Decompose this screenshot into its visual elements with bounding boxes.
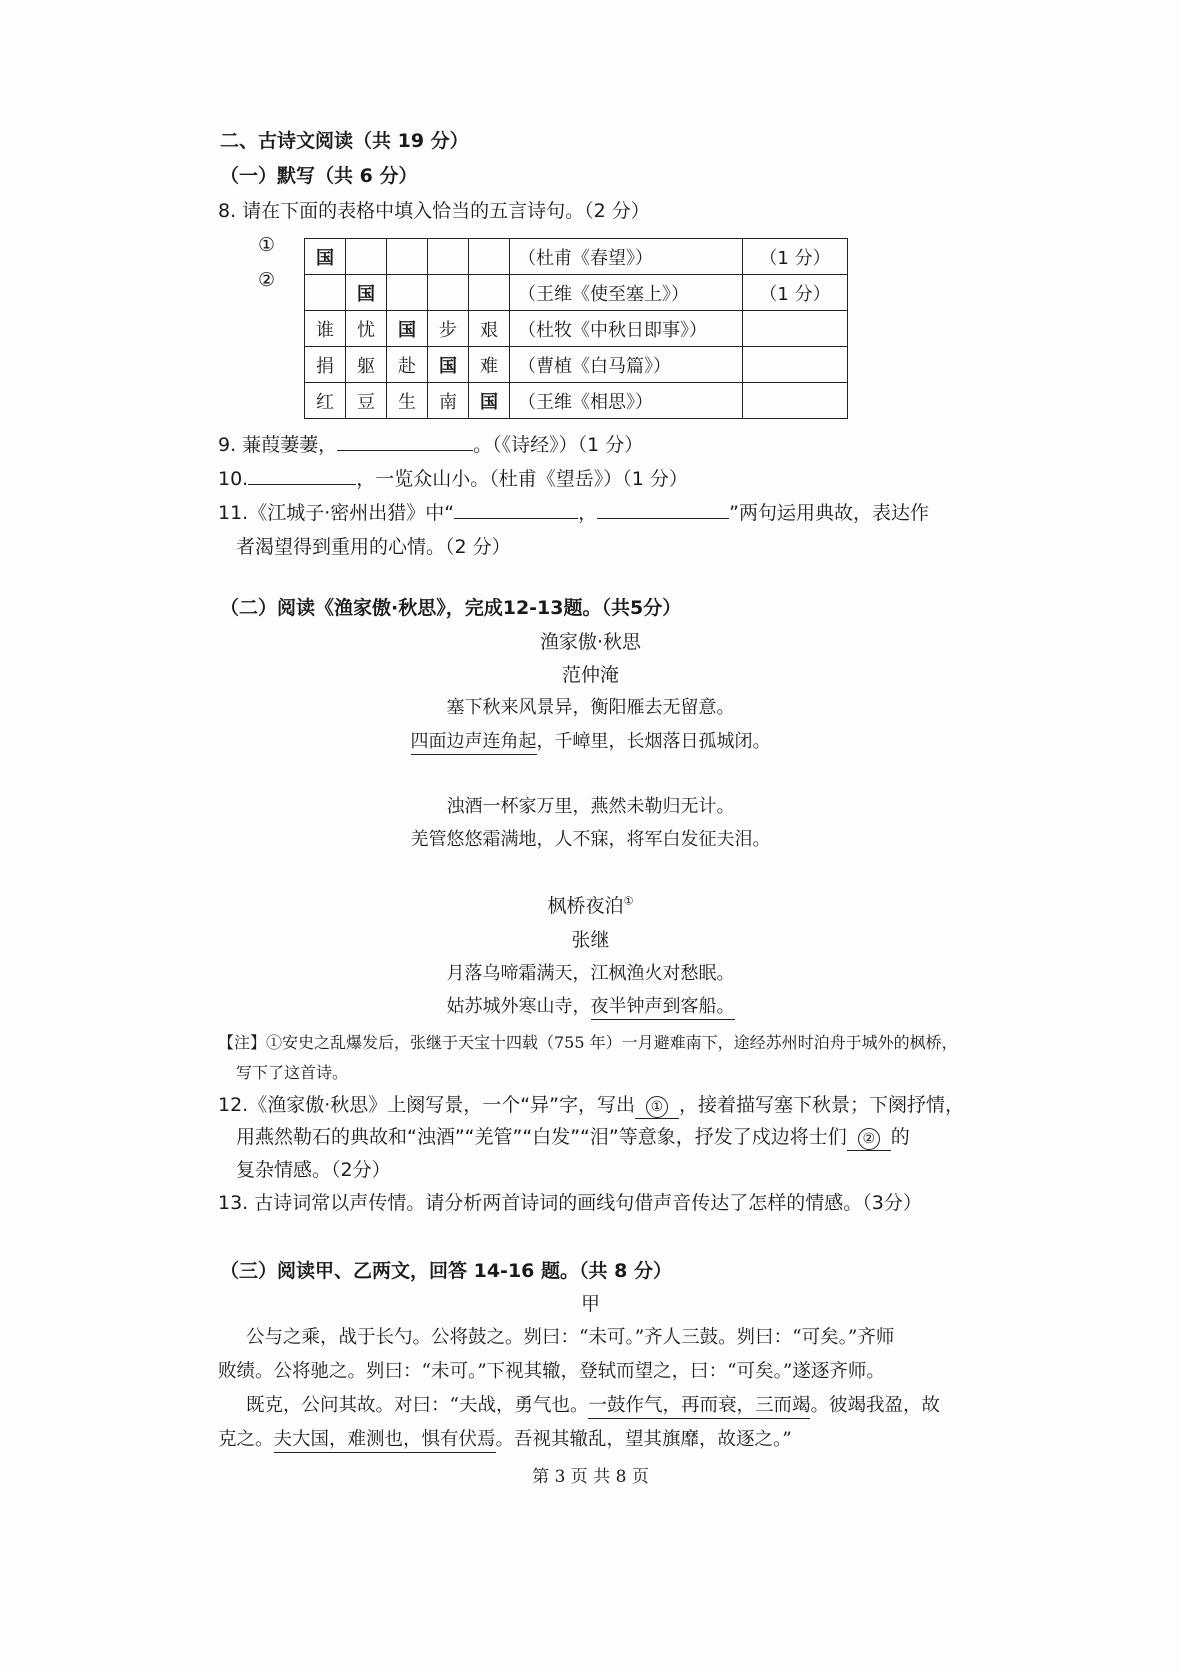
q11-answer-blank-1[interactable]: [454, 500, 578, 519]
jia-line-3-a: 既克，公问其故。对曰：“夫战，勇气也。: [246, 1395, 589, 1416]
table-source: （王维《相思》）: [510, 383, 743, 419]
poem2-line-1: 月落乌啼霜满天，江枫渔火对愁眠。: [446, 963, 735, 984]
underlined-sentence: 夫大国，难测也，惧有伏焉: [274, 1429, 496, 1453]
poem2-line-2: [0, 992, 1181, 1018]
table-cell: 艰: [469, 311, 510, 347]
table-cell: 躯: [346, 347, 387, 383]
q10-post: ，一览众山小。（杜甫《望岳》）（1 分）: [356, 468, 688, 490]
table-cell: 步: [428, 311, 469, 347]
part2-title: （二）阅读《渔家傲·秋思》，完成12-13题。（共5分）: [220, 597, 682, 619]
q13-text: 13. 古诗词常以声传情。请分析两首诗词的画线句借声音传达了怎样的情感。（3分）: [218, 1192, 922, 1214]
jia-line-4-a: 克之。: [218, 1429, 274, 1450]
jia-line-3-c: 。彼竭我盈，故: [810, 1395, 940, 1416]
table-cell[interactable]: [387, 239, 428, 275]
text-jia-title: 甲: [580, 1293, 600, 1315]
q10-answer-blank[interactable]: [248, 466, 356, 485]
jia-line-2: 败绩。公将驰之。刿曰：“未可。”下视其辙，登轼而望之，曰：“可矣。”遂逐齐师。: [218, 1361, 885, 1382]
table-source: （杜牧《中秋日即事》）: [510, 311, 743, 347]
q11: [218, 498, 929, 525]
table-source: （王维《使至塞上》）: [510, 275, 743, 311]
table-cell[interactable]: 国: [346, 275, 387, 311]
underlined-sentence: 一鼓作气，再而衰，三而竭: [588, 1395, 810, 1419]
jia-line-3: [246, 1391, 940, 1417]
table-cell[interactable]: [428, 275, 469, 311]
table-cell: 捐: [305, 347, 346, 383]
table-row: [305, 383, 848, 419]
table-score: [743, 383, 848, 419]
q12-line-1: [218, 1090, 964, 1119]
row-mark-2: ②: [258, 269, 276, 291]
note-line-2: 写下了这首诗。: [236, 1063, 349, 1082]
q12-c: 用燕然勒石的典故和“浊酒”“羌管”“白发”“泪”等意象，抒发了戍边将士们: [236, 1126, 847, 1148]
q11-pre: 11.《江城子·密州出猎》中“: [218, 502, 455, 524]
table-cell[interactable]: [346, 239, 387, 275]
table-cell[interactable]: [469, 275, 510, 311]
table-cell[interactable]: [305, 275, 346, 311]
poem2-line-2-start: 姑苏城外寒山寺，: [446, 996, 591, 1017]
q11-mid: ，: [578, 502, 598, 524]
q12-answer-blank-2[interactable]: [847, 1126, 891, 1151]
poem2-title: [0, 891, 1181, 918]
table-cell[interactable]: [428, 239, 469, 275]
q9: [218, 430, 643, 457]
table-cell: 生: [387, 383, 428, 419]
table-cell: 国: [428, 347, 469, 383]
table-cell: 国: [469, 383, 510, 419]
q10: [218, 464, 688, 491]
q12-line-3: 复杂情感。（2分）: [236, 1159, 391, 1181]
q10-pre: 10.: [218, 468, 249, 490]
q8-text: 8. 请在下面的表格中填入恰当的五言诗句。（2 分）: [218, 200, 650, 222]
table-cell: 南: [428, 383, 469, 419]
jia-line-4-c: 。吾视其辙乱，望其旗靡，故逐之。”: [495, 1429, 792, 1450]
note-line-1: 【注】①安史之乱爆发后，张继于天宝十四载（755 年）一月避难南下，途经苏州时泊舟于城外的枫桥，: [218, 1033, 958, 1052]
table-cell: 豆: [346, 383, 387, 419]
poem2-title-text: 枫桥夜泊: [547, 895, 624, 917]
table-source: （曹植《白马篇》）: [510, 347, 743, 383]
table-score: （1 分）: [743, 239, 848, 275]
table-cell: 红: [305, 383, 346, 419]
table-cell: 赴: [387, 347, 428, 383]
poem2-author: 张继: [571, 929, 610, 951]
table-score: [743, 311, 848, 347]
table-cell: 忧: [346, 311, 387, 347]
page-footer: 第 3 页 共 8 页: [532, 1467, 649, 1487]
poem1-line-2: [0, 727, 1181, 753]
q12-answer-blank-1[interactable]: [635, 1094, 679, 1119]
q12-d: 的: [890, 1126, 910, 1148]
table-score: （1 分）: [743, 275, 848, 311]
q9-post: 。（《诗经》）（1 分）: [473, 434, 644, 456]
q12-a: 12.《渔家傲·秋思》上阕写景，一个“异”字，写出: [218, 1094, 635, 1116]
table-source: （杜甫《春望》）: [510, 239, 743, 275]
q11-answer-blank-2[interactable]: [597, 500, 729, 519]
poem1-author: 范仲淹: [561, 664, 619, 686]
table-cell[interactable]: [469, 239, 510, 275]
q11-post: ”两句运用典故，表达作: [729, 502, 929, 524]
row-mark-1: ①: [258, 234, 276, 256]
table-row: [305, 311, 848, 347]
poem1-line-4: 羌管悠悠霜满地，人不寐，将军白发征夫泪。: [410, 829, 771, 850]
q11-line2: 者渴望得到重用的心情。（2 分）: [236, 536, 511, 558]
poem1-line-2-rest: ，千嶂里，长烟落日孤城闭。: [536, 731, 771, 752]
poem-fill-table: [304, 238, 848, 419]
table-cell[interactable]: 国: [305, 239, 346, 275]
poem1-line-3: 浊酒一杯家万里，燕然未勒归无计。: [446, 796, 735, 817]
underlined-sound-line: 四面边声连角起: [411, 731, 537, 755]
table-cell: 国: [387, 311, 428, 347]
circled-number: ①: [646, 1096, 668, 1118]
q12-line-2: [236, 1122, 910, 1151]
jia-line-4: [218, 1425, 792, 1451]
table-cell: 难: [469, 347, 510, 383]
q9-answer-blank[interactable]: [337, 432, 473, 451]
table-cell[interactable]: [387, 275, 428, 311]
poem1-title: 渔家傲·秋思: [539, 631, 642, 653]
underlined-sound-line: 夜半钟声到客船。: [591, 996, 735, 1020]
table-cell: 谁: [305, 311, 346, 347]
section-title: 二、古诗文阅读（共 19 分）: [220, 130, 469, 152]
jia-line-1: 公与之乘，战于长勺。公将鼓之。刿曰：“未可。”齐人三鼓。刿曰：“可矣。”齐师: [246, 1327, 895, 1348]
table-row: [305, 347, 848, 383]
poem2-note-mark: ①: [623, 894, 634, 908]
q12-b: ，接着描写塞下秋景；下阕抒情，: [678, 1094, 964, 1116]
poem1-line-1: 塞下秋来风景异，衡阳雁去无留意。: [446, 697, 735, 718]
table-row: [305, 275, 848, 311]
part1-title: （一）默写（共 6 分）: [220, 165, 418, 187]
q9-pre: 9. 蒹葭萋萋，: [218, 434, 338, 456]
part3-title: （三）阅读甲、乙两文，回答 14-16 题。（共 8 分）: [220, 1260, 672, 1282]
table-row: [305, 239, 848, 275]
circled-number: ②: [858, 1128, 880, 1150]
table-score: [743, 347, 848, 383]
